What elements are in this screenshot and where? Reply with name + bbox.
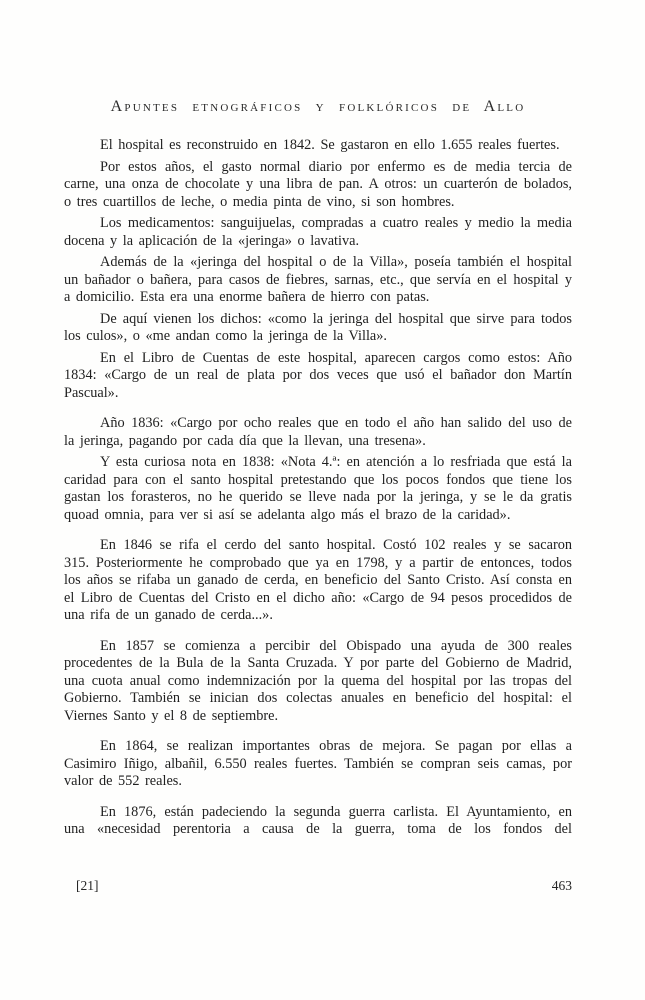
paragraph: Año 1836: «Cargo por ocho reales que en todo el año han salido del uso de la jeringa, pagando por cada día que la llevan, una tresena». <box>64 415 572 449</box>
page-number: 463 <box>551 878 572 893</box>
page-footer <box>64 878 572 894</box>
paragraph: En el Libro de Cuentas de este hospital, aparecen cargos como estos: Año 1834: «Cargo de un real de plata por dos veces que usó el bañador don Martín Pascual». <box>64 349 572 401</box>
running-head-title: Apuntes etnográficos y folklóricos de Allo <box>110 98 526 115</box>
paragraph: En 1876, están padeciendo la segunda guerra carlista. El Ayuntamiento, en una «necesidad perentoria a causa de la guerra, toma de los fondos del <box>64 803 572 837</box>
paragraph: En 1846 se rifa el cerdo del santo hospital. Costó 102 reales y se sacaron 315. Posteriormente he comprobado que ya en 1798, y a partir de entonces, todos los años se rifaba un ganado de cerda, en beneficio del Santo Cristo. Así consta en el Libro de Cuentas del Cristo en el dicho año: «Cargo de 94 pesos procedidos de una rifa de un ganado de cerda...». <box>64 537 572 623</box>
paragraph: Y esta curiosa nota en 1838: «Nota 4.ª: en atención a lo resfriada que está la caridad para con el santo hospital pretestando que los pocos fondos que tiene los gastan los forasteros, no he querido se lleve nada por la jeringa, y se le da gratis quoad omnia, para ver si así se adelanta algo más el brazo de la caridad». <box>64 454 572 523</box>
paragraph: En 1864, se realizan importantes obras de mejora. Se pagan por ellas a Casimiro Iñigo, albañil, 6.550 reales fuertes. También se compran seis camas, por valor de 552 reales. <box>64 738 572 789</box>
paragraph: Además de la «jeringa del hospital o de la Villa», poseía también el hospital un bañador o bañera, para casos de fiebres, sarnas, etc., que servía en el hospital y a domicilio. Esta era una enorme bañera de hierro con patas. <box>64 254 572 305</box>
paragraph: De aquí vienen los dichos: «como la jeringa del hospital que sirve para todos los culos», o «me andan como la jeringa de la Villa». <box>64 310 572 344</box>
body-text <box>64 137 572 839</box>
signature-mark: [21] <box>76 878 99 893</box>
paragraph: En 1857 se comienza a percibir del Obispado una ayuda de 300 reales procedentes de la Bula de la Santa Cruzada. Y por parte del Gobierno de Madrid, una cuota anual como indemnización por la quema del hospital por las tropas del Gobierno. También se inician dos colectas anuales en beneficio del hospital: el Viernes Santo y el 8 de septiembre. <box>64 637 572 724</box>
paragraph: El hospital es reconstruido en 1842. Se gastaron en ello 1.655 reales fuertes. <box>100 137 560 153</box>
paragraph: Los medicamentos: sanguijuelas, compradas a cuatro reales y medio la media docena y la aplicación de la «jeringa» o lavativa. <box>64 215 572 249</box>
paragraph: Por estos años, el gasto normal diario por enfermo es de media tercia de carne, una onza de chocolate y una libra de pan. A otros: un cuarterón de bolados, o tres cuartillos de leche, o media pinta de vino, si son hombres. <box>64 158 572 210</box>
